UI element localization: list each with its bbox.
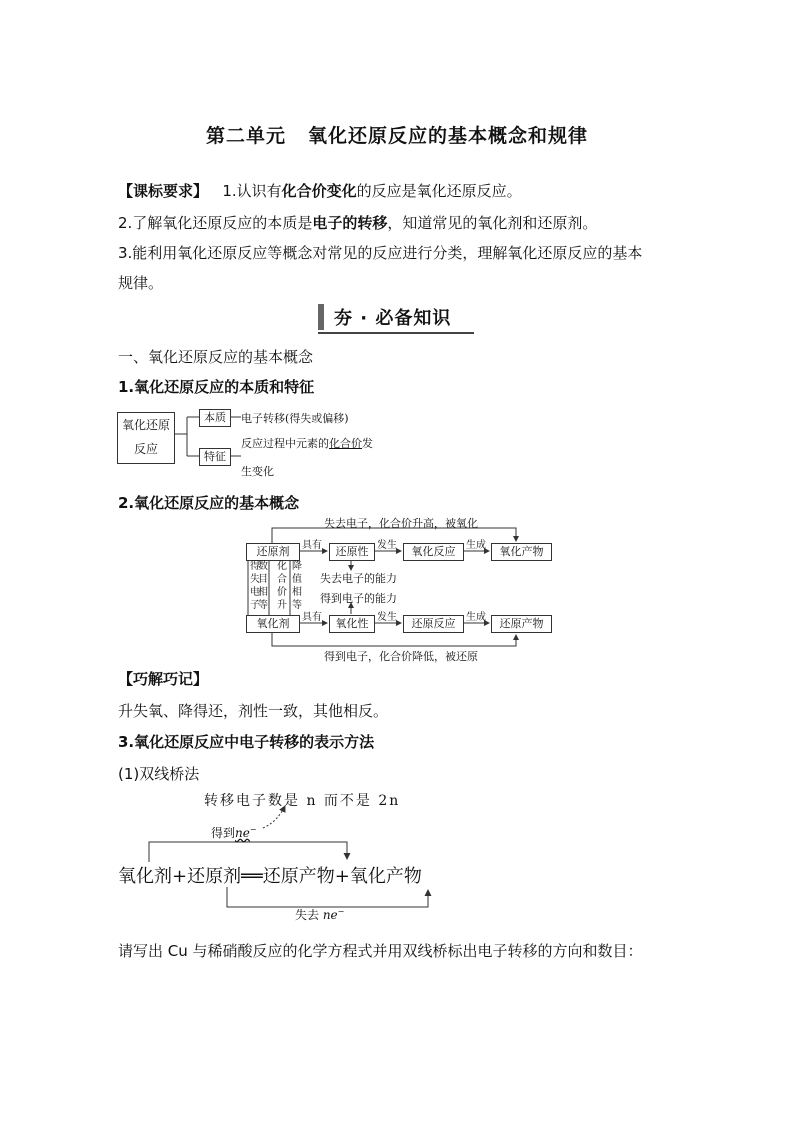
tip-text: 升失氧、降得还，剂性一致，其他相反。 (118, 702, 389, 720)
requirement-3-line1: 3.能利用氧化还原反应等概念对常见的反应进行分类，理解氧化还原反应的基本 (118, 244, 643, 262)
essence-text: 电子转移(得失或偏移) (241, 412, 349, 425)
double-bridge-diagram (115, 786, 495, 926)
column-drop-equal: 降 值 相 等 (292, 561, 302, 611)
reducing-agent-box: 还原剂 (246, 543, 300, 561)
feature-box: 特征 (199, 448, 231, 466)
general-equation: 氧化剂+还原剂══还原产物+氧化产物 (118, 866, 422, 887)
column-gain-lose: 得 失 电 子 (250, 561, 260, 611)
concept-diagram (244, 514, 554, 664)
gain-label: 得到ne− (211, 825, 257, 840)
oxidation-product-box: 氧化产物 (491, 543, 552, 561)
transfer-note: 转移电子数是 n 而不是 2n (204, 793, 401, 809)
reduction-product-box: 还原产物 (491, 615, 552, 633)
section-heading-1: 一、氧化还原反应的基本概念 (118, 348, 314, 366)
conn-row2-produce: 生成 (466, 612, 486, 623)
requirement-2: 2.了解氧化还原反应的本质是电子的转移，知道常见的氧化剂和还原剂。 (118, 214, 598, 232)
banner-text: 夯 · 必备知识 (334, 308, 452, 329)
essence-box: 本质 (199, 409, 231, 427)
subheading-1: 1.氧化还原反应的本质和特征 (118, 378, 315, 396)
reducibility-box: 还原性 (329, 543, 375, 561)
reduction-reaction-box: 还原反应 (403, 615, 464, 633)
question-text: 请写出 Cu 与稀硝酸反应的化学方程式并用双线桥标出电子转移的方向和数目： (118, 942, 643, 960)
requirement-1: 【课标要求】 1.认识有化合价变化的反应是氧化还原反应。 (118, 182, 522, 200)
conn-row1-produce: 生成 (466, 540, 486, 551)
conn-row1-have: 具有 (302, 540, 322, 551)
oxidizing-agent-box: 氧化剂 (246, 615, 300, 633)
bottom-label: 得到电子，化合价降低，被还原 (324, 650, 478, 663)
essence-feature-diagram (117, 406, 397, 478)
column-valence-rise: 化 合 价 升 (277, 561, 287, 611)
banner-bar (318, 304, 324, 330)
subheading-3: 3.氧化还原反应中电子转移的表示方法 (118, 733, 375, 751)
top-label: 失去电子，化合价升高，被氧化 (324, 517, 478, 530)
conn-row2-have: 具有 (302, 612, 322, 623)
subheading-2: 2.氧化还原反应的基本概念 (118, 494, 300, 512)
ability-lose: 失去电子的能力 (320, 572, 397, 585)
column-number-equal: 数 目 相 等 (258, 561, 268, 611)
ability-gain: 得到电子的能力 (320, 592, 397, 605)
concept-diagram-lines (244, 514, 554, 664)
lose-label: 失去 ne− (295, 907, 345, 922)
method-double-bridge: (1)双线桥法 (118, 765, 200, 783)
feature-text-line2: 生变化 (241, 465, 274, 478)
conn-row1-occur: 发生 (377, 540, 397, 551)
oxidizability-box: 氧化性 (329, 615, 375, 633)
tip-label: 【巧解巧记】 (118, 670, 209, 688)
conn-row2-occur: 发生 (377, 612, 397, 623)
feature-text-line1: 反应过程中元素的化合价发 (241, 437, 373, 450)
section-banner (318, 302, 474, 334)
requirement-3-line2: 规律。 (118, 274, 164, 292)
oxidation-reaction-box: 氧化反应 (403, 543, 464, 561)
page-title: 第二单元 氧化还原反应的基本概念和规律 (205, 125, 589, 147)
redox-box: 氧化还原 反应 (117, 412, 175, 464)
